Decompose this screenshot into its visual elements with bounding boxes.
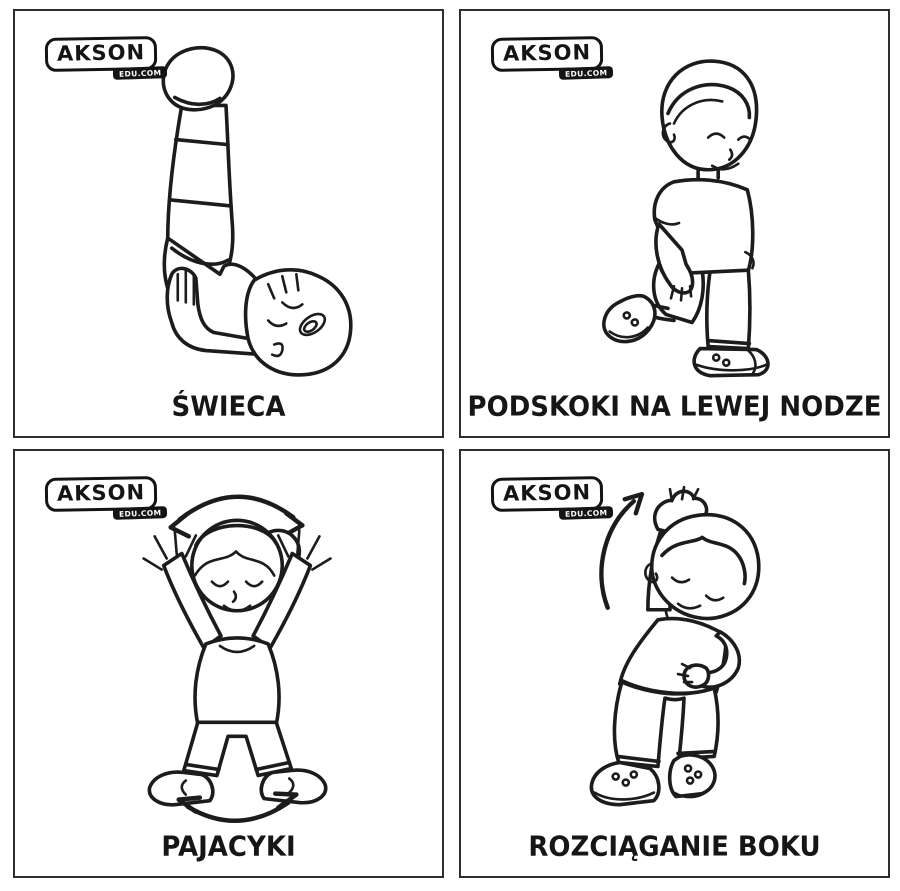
akson-logo xyxy=(491,37,608,79)
akson-logo-subtext: EDU.COM xyxy=(112,66,167,80)
akson-logo-text: AKSON xyxy=(491,476,604,512)
card-pajacyki xyxy=(13,449,444,878)
jumping-jacks-illustration xyxy=(15,451,442,876)
akson-logo xyxy=(491,477,608,519)
card-rozciaganie-boku xyxy=(459,449,890,878)
child-figure xyxy=(604,61,768,376)
card-swieca xyxy=(13,9,444,438)
akson-logo xyxy=(45,477,162,519)
akson-logo-subtext: EDU.COM xyxy=(558,506,613,520)
akson-logo xyxy=(45,37,162,79)
akson-logo-text: AKSON xyxy=(45,476,158,512)
child-figure xyxy=(163,48,351,375)
akson-logo-text: AKSON xyxy=(45,36,158,72)
card-title: ROZCIĄGANIE BOKU xyxy=(528,831,821,863)
child-figure xyxy=(144,520,331,804)
side-stretch-illustration xyxy=(461,451,888,876)
akson-logo-subtext: EDU.COM xyxy=(112,506,167,520)
card-title: PODSKOKI NA LEWEJ NODZE xyxy=(467,391,882,423)
child-figure xyxy=(591,487,758,804)
card-title: PAJACYKI xyxy=(161,831,296,863)
card-podskoki xyxy=(459,9,890,438)
akson-logo-subtext: EDU.COM xyxy=(558,66,613,80)
shoulder-stand-illustration xyxy=(15,11,442,436)
akson-logo-text: AKSON xyxy=(491,36,604,72)
hop-on-left-leg-illustration xyxy=(461,11,888,436)
card-title: ŚWIECA xyxy=(171,391,286,423)
